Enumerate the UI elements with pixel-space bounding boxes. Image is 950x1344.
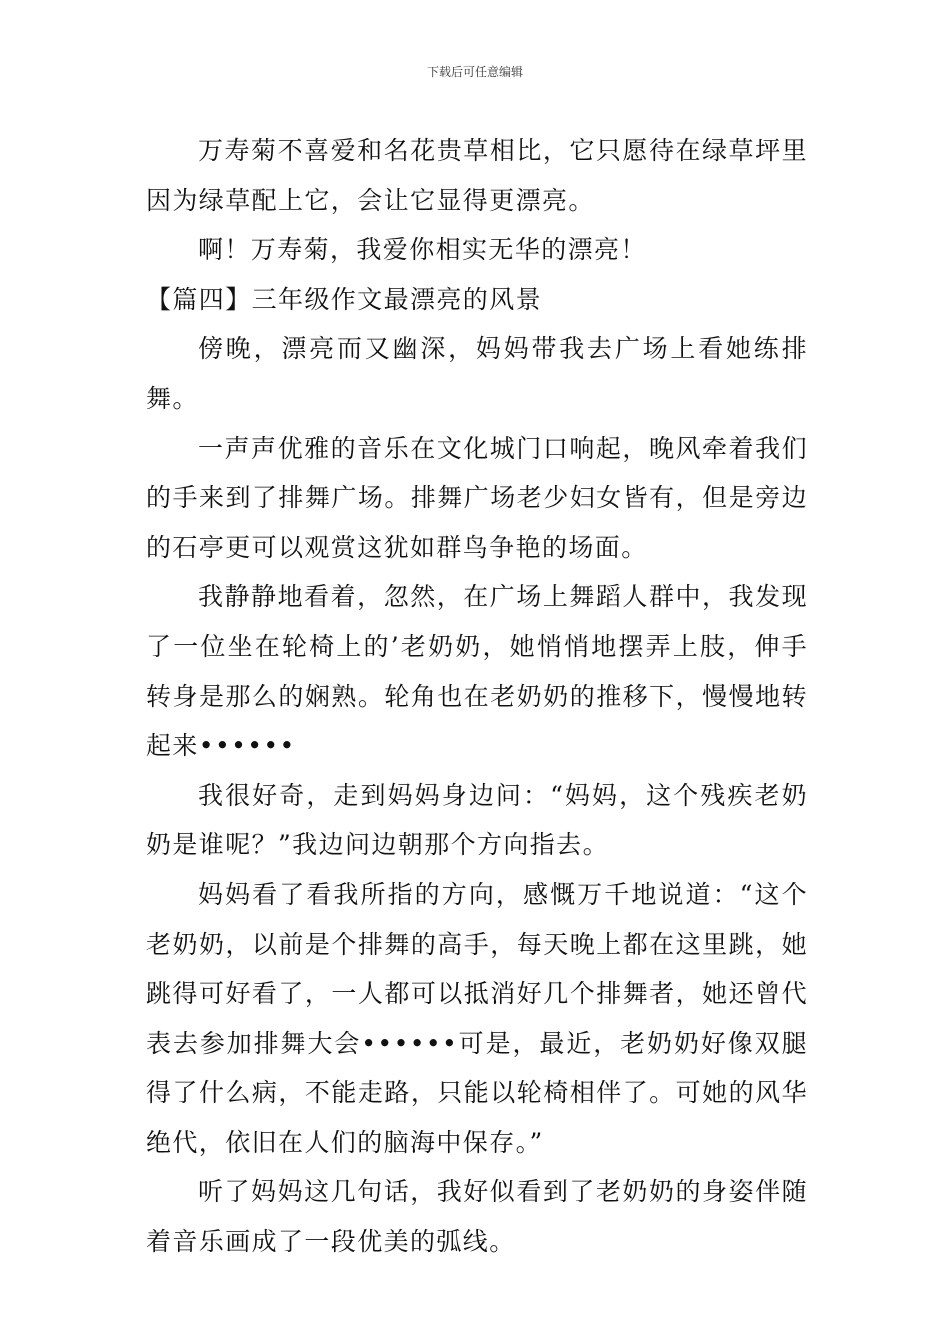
paragraph-question: 我很好奇，走到妈妈身边问：“妈妈，这个残疾老奶奶是谁呢？”我边问边朝那个方向指去。 bbox=[146, 780, 808, 860]
document-body bbox=[146, 126, 808, 1267]
paragraph-ending: 听了妈妈这几句话，我好似看到了老奶奶的身姿伴随着音乐画成了一段优美的弧线。 bbox=[146, 1177, 808, 1257]
paragraph-music: 一声声优雅的音乐在文化城门口响起，晚风牵着我们的手来到了排舞广场。排舞广场老少妇女皆有，但是旁边的石亭更可以观赏这犹如群鸟争艳的场面。 bbox=[146, 433, 808, 562]
paragraph-marigold-love: 啊！万寿菊，我爱你相实无华的漂亮！ bbox=[198, 235, 647, 265]
paragraph-marigold-grass: 万寿菊不喜爱和名花贵草相比，它只愿待在绿草坪里因为绿草配上它，会让它显得更漂亮。 bbox=[146, 136, 808, 215]
section-heading: 【篇四】三年级作文最漂亮的风景 bbox=[146, 284, 543, 314]
paragraph-mother-answer: 妈妈看了看我所指的方向，感慨万千地说道：“这个老奶奶，以前是个排舞的高手，每天晚上都在这里跳，她跳得可好看了，一人都可以抵消好几个排舞者，她还曾代表去参加排舞大会••••••可是，最近，老奶奶好像双腿得了什么病，不能走路，只能以轮椅相伴了。可她的风华绝代，依旧在人们的脑海中保存。” bbox=[146, 879, 808, 1157]
paragraph-evening: 傍晚，漂亮而又幽深，妈妈带我去广场上看她练排舞。 bbox=[146, 334, 808, 413]
paragraph-grandma-wheelchair: 我静静地看着，忽然，在广场上舞蹈人群中，我发现了一位坐在轮椅上的’老奶奶，她悄悄地摆弄上肢，伸手转身是那么的娴熟。轮角也在老奶奶的推移下，慢慢地转起来•••••• bbox=[146, 582, 808, 761]
page-header: 下载后可任意编辑 bbox=[426, 65, 523, 79]
